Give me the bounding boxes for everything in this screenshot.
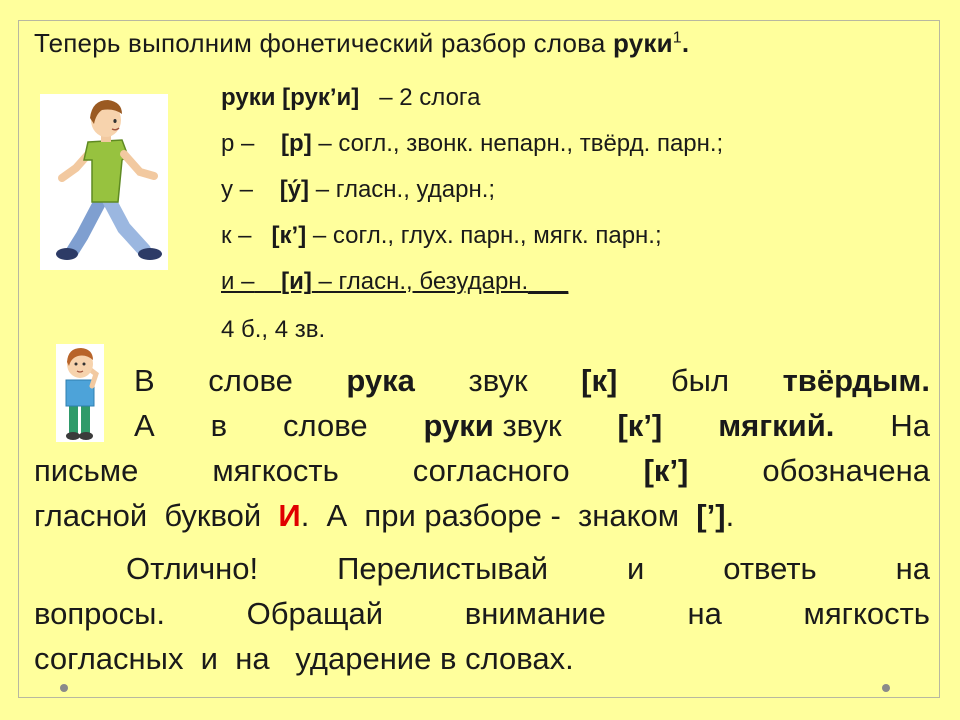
text: . А при разборе - знаком [300,498,697,533]
row-underline-tail: ___ [528,268,569,295]
explanation-line [34,403,930,448]
row-letter: р – [221,130,255,157]
word: Отлично! [126,551,259,586]
analysis-row [221,222,662,250]
analysis-row [221,268,568,296]
word: слове [283,408,368,443]
row-sound: [к’] [271,222,307,249]
title-period: . [681,28,690,58]
word: В [134,363,155,398]
title-word: руки [612,28,673,58]
row-sound: [и] [281,268,312,295]
analysis-row [221,130,723,158]
row-sound: [у́] [279,176,310,203]
word: вопросы. [34,596,166,631]
word: А [134,408,155,443]
walking-boy-illustration [40,94,168,270]
row-description: – согл., глух. парн., мягк. парн.; [312,222,662,249]
word: ответь [723,551,817,586]
word: руки звук [423,408,562,443]
word: согласного [412,453,570,488]
word: мягкий. [718,408,835,443]
explanation-line [34,448,930,493]
text: гласной буквой [34,498,279,533]
word: на [687,596,722,631]
conclusion-line [34,546,930,591]
explanation-line [34,358,930,403]
analysis-row [221,176,495,204]
word: письме [34,453,139,488]
word: Обращай [246,596,384,631]
word: мягкость [212,453,339,488]
title-text: Теперь выполним фонетический разбор слова [34,28,613,58]
analysis-word: руки [221,84,276,111]
row-description: – гласн., ударн.; [315,176,496,203]
footnote-mark: 1 [672,29,682,47]
syllable-count: – 2 слога [379,84,481,111]
word: [к’] [643,453,689,488]
soft-sign-mark: [’] [696,498,726,533]
transcription: [рук’и] [282,84,360,111]
word: обозначена [762,453,930,488]
row-description: – согл., звонк. непарн., твёрд. парн.; [318,130,724,157]
word: слове [208,363,293,398]
analysis-summary [221,316,325,344]
row-letter: и – [221,268,255,295]
word: Перелистывай [337,551,549,586]
explanation-line [34,493,930,538]
conclusion-line [34,591,930,636]
word: На [890,408,930,443]
frame-dot [60,684,68,692]
explanation-paragraph [34,358,930,538]
frame-dot [882,684,890,692]
word: в [210,408,228,443]
conclusion-line: согласных и на ударение в словах. [34,641,574,676]
row-letter: у – [221,176,254,203]
word: рука [346,363,415,398]
row-letter: к – [221,222,252,249]
word: твёрдым. [782,363,930,398]
word: был [670,363,730,398]
row-description: – гласн., безударн. [318,268,529,295]
word: [к] [581,363,618,398]
word: [к’] [617,408,663,443]
row-sound: [р] [281,130,312,157]
word: мягкость [803,596,930,631]
conclusion-paragraph [34,546,930,681]
word: и [627,551,645,586]
analysis-header [221,84,481,112]
highlight-letter: И [278,498,301,533]
summary-text: 4 б., 4 зв. [221,316,326,343]
word: звук [468,363,528,398]
word: на [895,551,930,586]
word: внимание [464,596,606,631]
text: . [725,498,735,533]
page-title [34,28,934,59]
